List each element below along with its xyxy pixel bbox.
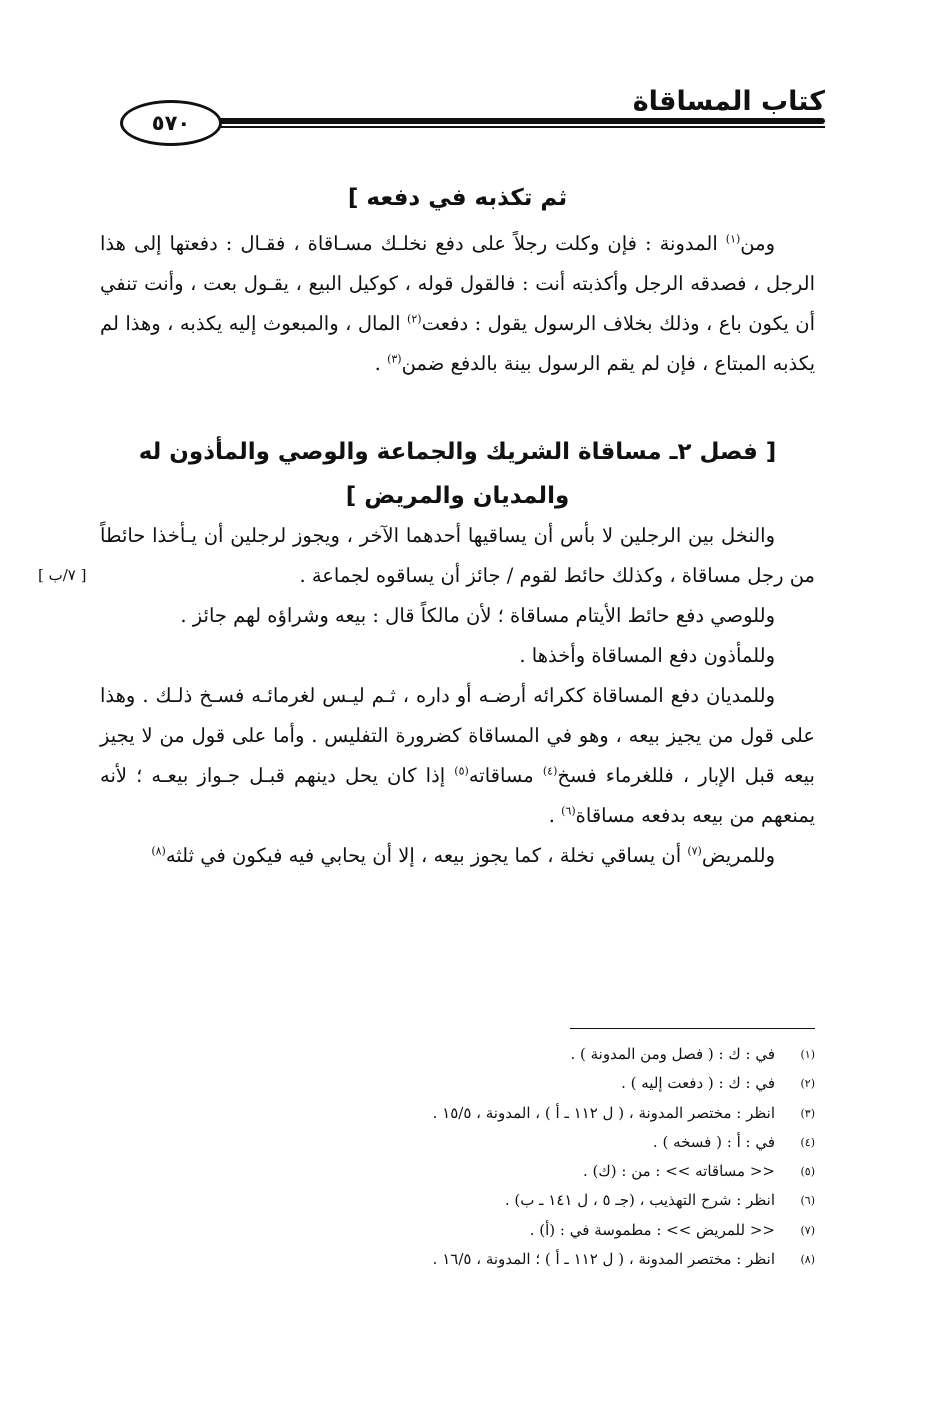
paragraph-partners: والنخل بين الرجلين لا بأس أن يساقيها أحدهما الآخر ، ويجوز لرجلين أن يـأخذا حائطاً من رجل مساقاة ، وكذلك حائط لقوم / جائز أن يساقوه لجماعة . (100, 524, 815, 587)
section-1-heading: ثم تكذبه في دفعه ] (347, 185, 568, 211)
footnote-text: انظر : مختصر المدونة ، ( ل ١١٢ ـ أ ) ؛ المدونة ، ١٦/٥ . (432, 1250, 775, 1269)
footnote (195, 1245, 815, 1274)
paragraph-guardian: وللوصي دفع حائط الأيتام مساقاة ؛ لأن مالكاً قال : بيعه وشراؤه لهم جائز . (180, 604, 775, 627)
footnote (195, 1099, 815, 1128)
section-2 (100, 432, 815, 876)
footnote-text: في : ك : ( دفعت إليه ) . (621, 1074, 775, 1093)
text-run: وللمريض (701, 844, 775, 867)
text-run: وللمديان دفع المساقاة ككرائه أرضـه أو داره ، ثـم ليـس لغرمائـه فسـخ ذلـك . وهذا على قول من يجيز بيعه ، وهو في المساقاة كضرورة التفليس . وأما على قول من لا يجيز بيعه قبل الإبار ، فللغرماء فسخ (100, 684, 815, 787)
footnote-text: في : ك : ( فصل ومن المدونة ) . (570, 1045, 775, 1063)
footnote-number: (٥) (800, 1165, 815, 1179)
footnote (195, 1157, 815, 1186)
manuscript-folio-note: [ ٧/ب ] (38, 566, 87, 584)
header-rule-thin (130, 126, 825, 128)
text-run: المدونة : فإن وكلت رجلاً على دفع نخلـك مسـاقاة ، فقـال : دفعتها إلى هذا الرجل ، فصدقه الرجل وأكذبته أنت : فالقول قوله ، كوكيل البيع ، يقـول بعت ، وأنت تنفي أن يكون باع ، وذلك بخلاف الرسول يقول : دفعت (100, 232, 815, 335)
footnote-ref: (٣) (387, 352, 402, 366)
footnote-number: (١) (800, 1048, 815, 1061)
text-run: المال ، والمبعوث إليه يكذبه ، وهذا لم يكذبه المبتاع ، فإن لم يقم الرسول بينة بالدفع ضمن (100, 312, 815, 375)
footnote-ref: (٨) (151, 844, 166, 858)
footnote-number: (٦) (800, 1194, 815, 1208)
section-2-heading-line-1: [ فصل ٢ـ مساقاة الشريك والجماعة والوصي والمأذون له (138, 439, 777, 465)
text-run: مساقاته (468, 764, 543, 787)
text-run: . (548, 804, 562, 827)
book-title: كتاب المساقاة (625, 86, 825, 117)
paragraph-debtor (100, 676, 815, 836)
text-run: إذا كان يحل دينهم قبـل جـواز بيعـه ؛ لأنه يمنعهم من بيعه بدفعه مساقاة (100, 764, 815, 827)
paragraph-permitted: وللمأذون دفع المساقاة وأخذها . (519, 644, 775, 667)
page-number: ٥٧٠ (120, 100, 222, 146)
section-2-heading-line-2: والمديان والمريض ] (345, 483, 570, 509)
footnote-ref: (١) (725, 232, 741, 246)
footnote-text: انظر : شرح التهذيب ، (جـ ٥ ، ل ١٤١ ـ ب) . (504, 1191, 775, 1210)
footnote-ref: (٤) (542, 764, 558, 778)
footnote-text: انظر : مختصر المدونة ، ( ل ١١٢ ـ أ ) ، المدونة ، ١٥/٥ . (432, 1103, 775, 1122)
text-run: ومن (740, 232, 775, 255)
footnote-divider (570, 1028, 815, 1029)
footnote-number: (٨) (800, 1253, 815, 1267)
footnote-number: (٤) (800, 1135, 815, 1149)
header-rule (170, 118, 825, 124)
page-header (110, 78, 825, 148)
footnote-text: << للمريض >> : مطموسة في : (أ) . (529, 1220, 775, 1239)
footnote-ref: (٥) (454, 764, 469, 778)
paragraph-sick (100, 836, 815, 876)
section-1 (100, 178, 815, 384)
footnote-number: (٣) (800, 1106, 815, 1120)
footnote (195, 1128, 815, 1157)
footnote-number: (٢) (800, 1077, 815, 1091)
text-run: أن يساقي نخلة ، كما يجوز بيعه ، إلا أن يحابي فيه فيكون في ثلثه (165, 844, 688, 867)
text-run: . (374, 352, 388, 375)
section-1-paragraph (100, 224, 815, 384)
footnote-text: في : أ : ( فسخه ) . (652, 1132, 775, 1151)
footnote-ref: (٧) (687, 844, 702, 858)
footnote (195, 1216, 815, 1245)
footnote-text: << مساقاته >> : من : (ك) . (583, 1162, 775, 1181)
footnote (195, 1040, 815, 1069)
footnote (195, 1186, 815, 1215)
footnotes-list (195, 1040, 815, 1274)
footnote-ref: (٦) (561, 804, 576, 818)
footnote (195, 1069, 815, 1098)
footnote-ref: (٢) (407, 312, 422, 326)
footnote-number: (٧) (800, 1223, 815, 1237)
